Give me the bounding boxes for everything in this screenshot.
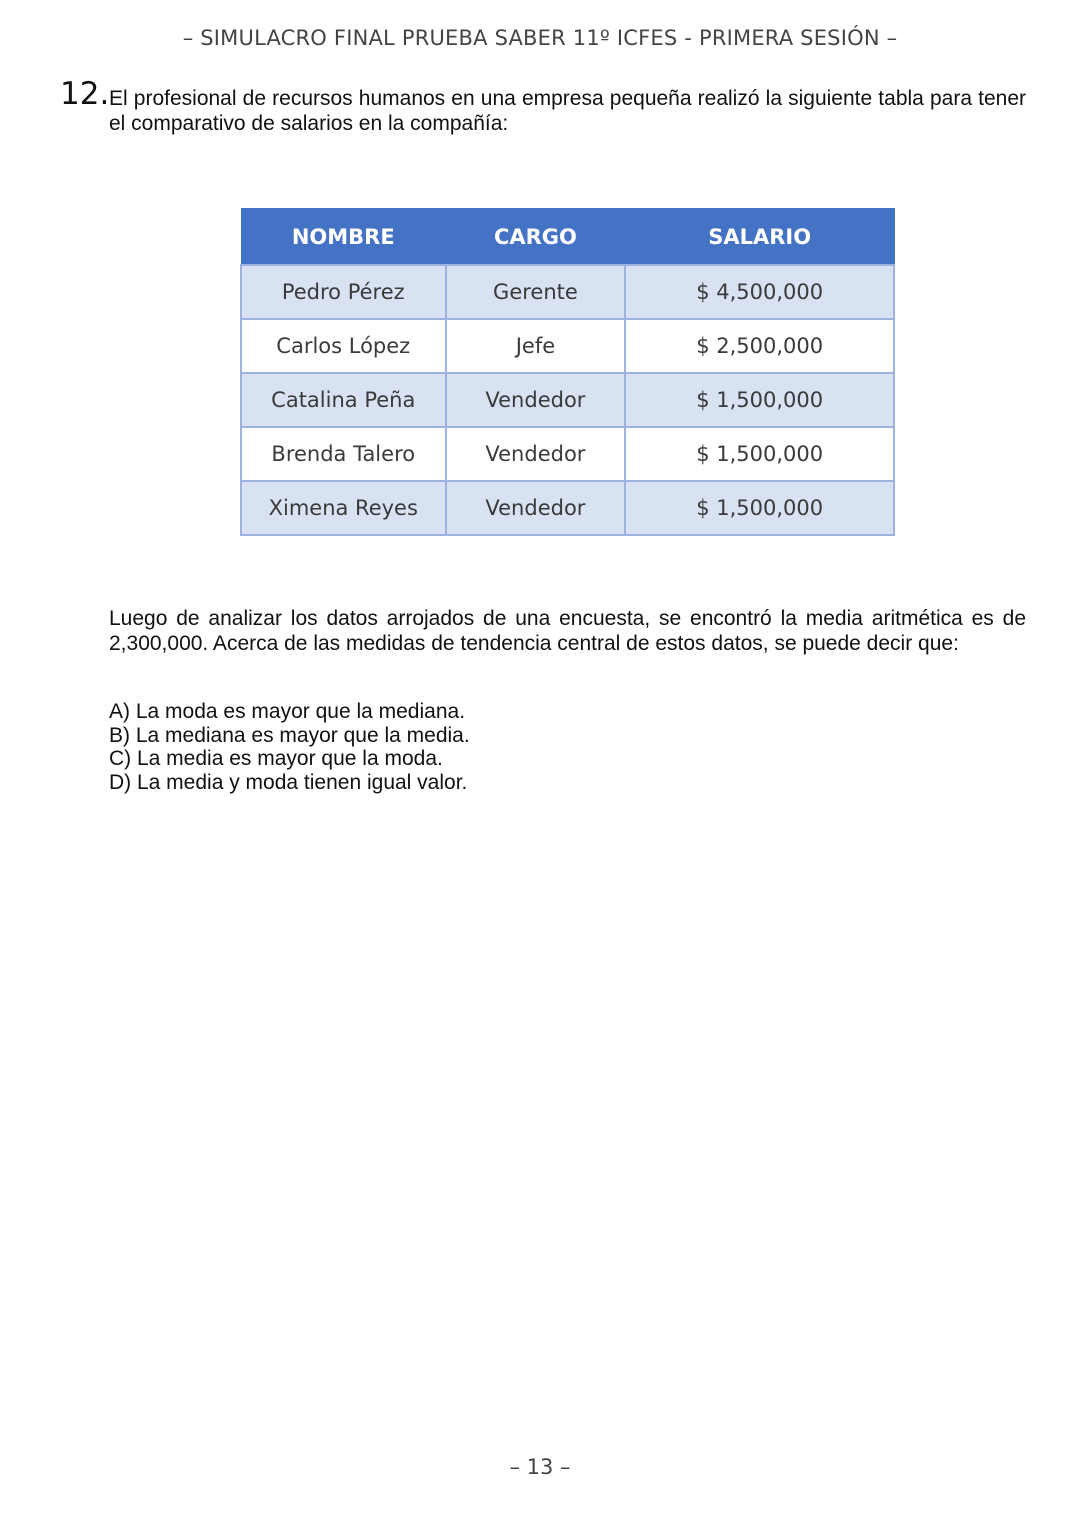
cell-cargo: Gerente (446, 265, 626, 319)
table-row (241, 319, 894, 373)
salary-table (240, 208, 895, 536)
table-row (241, 427, 894, 481)
cell-salario: $ 1,500,000 (625, 427, 894, 481)
cell-salario: $ 1,500,000 (625, 373, 894, 427)
question-number: 12. (60, 76, 110, 112)
cell-nombre: Ximena Reyes (241, 481, 446, 535)
page-header: – SIMULACRO FINAL PRUEBA SABER 11º ICFES - PRIMERA SESIÓN – (182, 26, 898, 50)
table-row (241, 481, 894, 535)
column-header-cargo: CARGO (446, 209, 626, 266)
question-text: El profesional de recursos humanos en una empresa pequeña realizó la siguiente tabla para tener el comparativo de salarios en la compañía: (109, 87, 1026, 135)
question-body-text: Luego de analizar los datos arrojados de una encuesta, se encontró la media aritmética es de 2,300,000. Acerca de las medidas de tendencia central de estos datos, se puede decir que: (109, 607, 1026, 655)
table-row (241, 265, 894, 319)
option-a: A) La moda es mayor que la mediana. (109, 700, 466, 723)
cell-cargo: Vendedor (446, 427, 626, 481)
cell-nombre: Catalina Peña (241, 373, 446, 427)
answer-options (109, 700, 470, 794)
cell-cargo: Vendedor (446, 481, 626, 535)
table-header-row (241, 209, 894, 266)
cell-nombre: Brenda Talero (241, 427, 446, 481)
cell-cargo: Jefe (446, 319, 626, 373)
option-b: B) La mediana es mayor que la media. (109, 723, 470, 747)
cell-salario: $ 4,500,000 (625, 265, 894, 319)
cell-nombre: Carlos López (241, 319, 446, 373)
cell-salario: $ 2,500,000 (625, 319, 894, 373)
cell-salario: $ 1,500,000 (625, 481, 894, 535)
option-d: D) La media y moda tienen igual valor. (109, 770, 468, 794)
page-number: – 13 – (509, 1455, 571, 1479)
option-c: C) La media es mayor que la moda. (109, 747, 443, 770)
cell-cargo: Vendedor (446, 373, 626, 427)
table-row (241, 373, 894, 427)
column-header-nombre: NOMBRE (241, 209, 446, 266)
column-header-salario: SALARIO (625, 209, 894, 266)
cell-nombre: Pedro Pérez (241, 265, 446, 319)
